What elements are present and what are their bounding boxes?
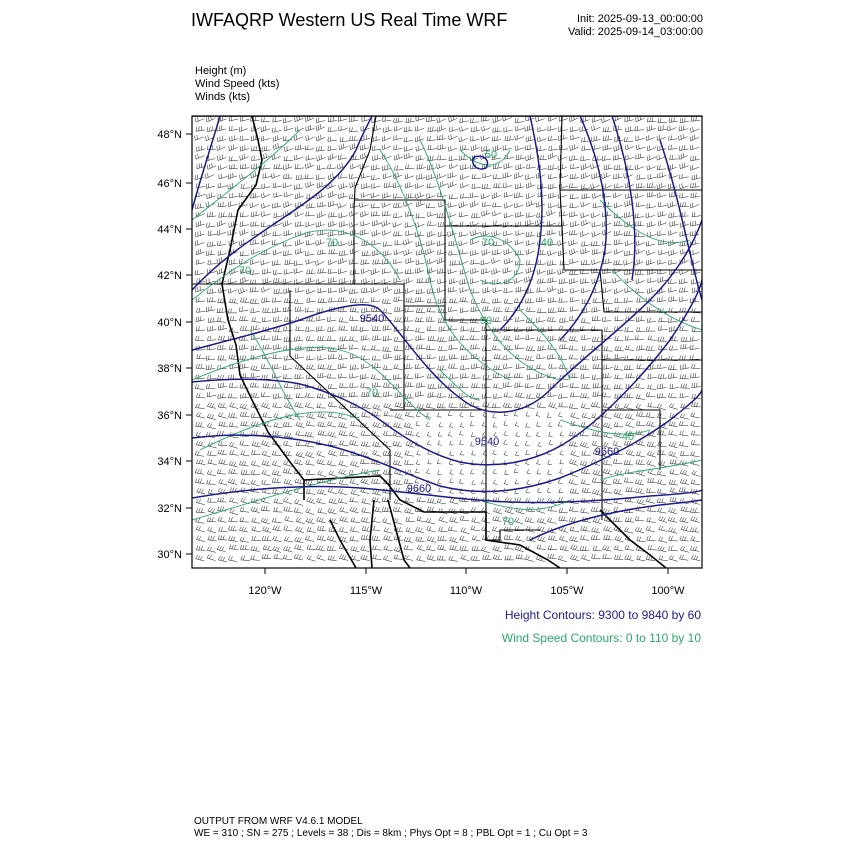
lat-label: 44°N bbox=[157, 224, 182, 236]
lat-label: 46°N bbox=[157, 178, 182, 190]
wind-contour-label: 70 bbox=[481, 237, 495, 249]
lat-label: 42°N bbox=[157, 270, 182, 282]
init-time: Init: 2025-09-13_00:00:00 bbox=[577, 13, 703, 25]
wind-speed-contours-legend: Wind Speed Contours: 0 to 110 by 10 bbox=[501, 631, 701, 645]
valid-time: Valid: 2025-09-14_03:00:00 bbox=[568, 26, 703, 38]
height-contours-legend: Height Contours: 9300 to 9840 by 60 bbox=[504, 608, 701, 622]
model-info-footer bbox=[194, 816, 587, 840]
wind-contour-label: 70 bbox=[365, 387, 379, 399]
field-label-height: Height (m) bbox=[195, 65, 247, 77]
wind-contour-label: 40 bbox=[540, 237, 554, 249]
field-label-winds: Winds (kts) bbox=[195, 91, 250, 103]
longitude-labels bbox=[248, 585, 685, 597]
lat-label: 32°N bbox=[157, 503, 182, 515]
height-contour-label: 9540 bbox=[474, 436, 500, 448]
lat-label: 48°N bbox=[157, 129, 182, 141]
wind-barbs-layer bbox=[195, 115, 701, 562]
lon-label: 120°W bbox=[248, 585, 282, 597]
lat-label: 30°N bbox=[157, 549, 182, 561]
model-configuration: WE = 310 ; SN = 275 ; Levels = 38 ; Dis = 8km ; Phys Opt = 8 ; PBL Opt = 1 ; Cu Opt = 3 bbox=[194, 828, 588, 839]
lon-label: 110°W bbox=[449, 585, 483, 597]
height-contour-label: 9660 bbox=[594, 446, 620, 458]
lat-label: 40°N bbox=[157, 317, 182, 329]
lon-label: 105°W bbox=[550, 585, 584, 597]
height-contour-labels bbox=[360, 313, 619, 495]
wind-contour-label: 70 bbox=[238, 265, 252, 277]
lat-label: 38°N bbox=[157, 363, 182, 375]
height-contour-label: 9540 bbox=[359, 313, 385, 325]
wind-contour-label: 70 bbox=[501, 516, 515, 528]
model-version: OUTPUT FROM WRF V4.6.1 MODEL bbox=[194, 816, 363, 827]
wind-contour-label: 50 bbox=[484, 149, 498, 161]
lon-label: 115°W bbox=[349, 585, 383, 597]
wind-contour-label: 90 bbox=[479, 315, 493, 327]
lat-label: 36°N bbox=[157, 410, 182, 422]
latitude-labels bbox=[157, 129, 182, 561]
wind-contour-label: 70 bbox=[325, 237, 339, 249]
height-contour-label: 9660 bbox=[406, 483, 432, 495]
longitude-axis bbox=[265, 568, 668, 574]
wind-barbs bbox=[195, 115, 701, 562]
field-label-wind-speed: Wind Speed (kts) bbox=[195, 78, 280, 90]
wind-contour-label: 40 bbox=[621, 431, 635, 443]
lon-label: 100°W bbox=[651, 585, 685, 597]
plot-title: IWFAQRP Western US Real Time WRF bbox=[191, 10, 508, 30]
latitude-axis bbox=[186, 134, 192, 554]
lat-label: 34°N bbox=[157, 456, 182, 468]
